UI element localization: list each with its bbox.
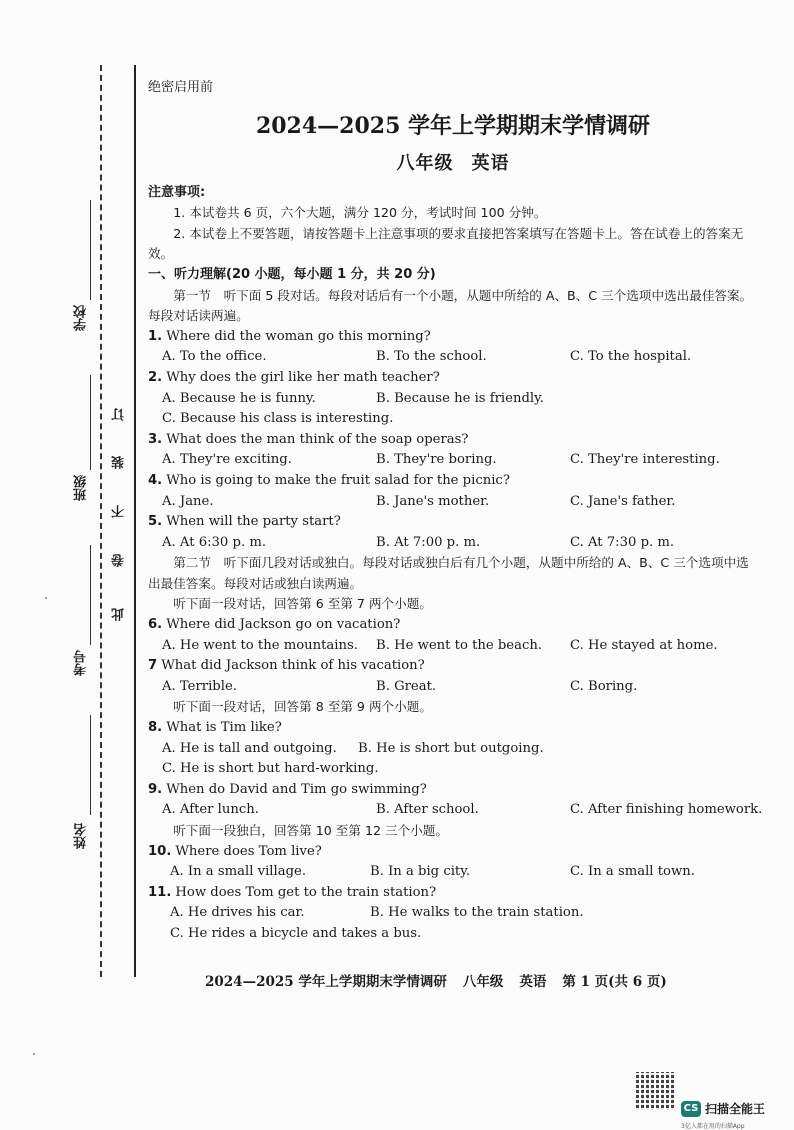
class-blank[interactable] [90, 375, 91, 470]
name-blank[interactable] [90, 715, 91, 815]
options [148, 739, 758, 760]
options [148, 492, 758, 513]
options [148, 347, 758, 368]
option-a: A. He went to the mountains. [162, 637, 358, 653]
question-number: 7 [148, 658, 158, 674]
options [148, 924, 758, 945]
school-field[interactable] [72, 200, 94, 345]
option-b: B. After school. [376, 802, 479, 818]
question-text: Where does Tom live? [175, 843, 322, 859]
question-text: What does the man think of the soap operas? [166, 431, 469, 447]
school-label: 学校 [74, 305, 89, 331]
option-a: A. Terrible. [162, 678, 237, 694]
question-number: 4. [148, 472, 163, 488]
question [148, 718, 758, 739]
question [148, 430, 758, 451]
question-number: 1. [148, 328, 163, 344]
option-b: B. He is short but outgoing. [358, 740, 544, 756]
question [148, 842, 758, 863]
option-a: A. Because he is funny. [162, 390, 316, 406]
question-text: When do David and Tim go swimming? [166, 781, 427, 797]
option-c: C. He rides a bicycle and takes a bus. [170, 925, 422, 941]
question-text: What did Jackson think of his vacation? [161, 658, 425, 674]
option-c: C. They're interesting. [570, 452, 720, 468]
seal-char: 订 [112, 408, 127, 421]
question-number: 8. [148, 720, 163, 736]
option-b: B. In a big city. [370, 864, 471, 880]
option-b: B. Great. [376, 678, 437, 694]
question-number: 6. [148, 617, 163, 633]
name-field[interactable] [72, 715, 94, 860]
binding-line [134, 65, 136, 977]
options [148, 677, 758, 698]
options [148, 409, 758, 430]
qr-code-pattern [636, 1072, 674, 1110]
option-c: C. To the hospital. [570, 349, 692, 365]
question-text: What is Tim like? [166, 720, 282, 736]
cut-line [100, 65, 102, 977]
option-b: B. He walks to the train station. [370, 905, 584, 921]
option-a: A. He is tall and outgoing. [162, 740, 337, 756]
footer-exam: 2024—2025 学年上学期期末学情调研 [205, 974, 447, 990]
subject-label: 英语 [471, 152, 510, 174]
option-a: A. In a small village. [170, 864, 307, 880]
question-text: How does Tom get to the train station? [175, 884, 437, 900]
question [148, 883, 758, 904]
option-c: C. He stayed at home. [570, 637, 718, 653]
question-text: Where did Jackson go on vacation? [166, 617, 401, 633]
question-text: Who is going to make the fruit salad for the picnic? [166, 472, 510, 488]
notice-heading: 注意事项: [148, 184, 206, 200]
class-label: 班级 [74, 475, 89, 501]
option-b: B. They're boring. [376, 452, 497, 468]
options [148, 862, 758, 883]
grade-label: 八年级 [396, 152, 454, 174]
exam-number-field[interactable] [72, 545, 94, 690]
question-text: Why does the girl like her math teacher? [166, 369, 440, 385]
binding-margin [0, 0, 140, 1000]
question-number: 2. [148, 369, 163, 385]
notice-item: 2. 本试卷上不要答题，请按答题卡上注意事项的要求直接把答案填写在答题卡上。答在试卷上的答案无效。 [148, 225, 744, 262]
footer-grade: 八年级 [462, 974, 504, 990]
scanner-name: 扫描全能王 [705, 1102, 766, 1116]
options [148, 533, 758, 554]
option-c: C. At 7:30 p. m. [570, 534, 675, 550]
question-number: 11. [148, 884, 172, 900]
exam-number-label: 考号 [74, 650, 89, 676]
question-text: When will the party start? [166, 514, 341, 530]
question [148, 512, 758, 533]
page-title: 2024—2025 学年上学期期末学情调研 [255, 112, 651, 139]
option-c: C. In a small town. [570, 864, 695, 880]
question [148, 780, 758, 801]
section1-instruction: 第一节 听下面 5 段对话。每段对话后有一个小题，从题中所给的 A、B、C 三个选项中选出最佳答案。每段对话读两遍。 [148, 287, 753, 324]
class-field[interactable] [72, 375, 94, 520]
option-a: A. He drives his car. [170, 905, 305, 921]
school-blank[interactable] [90, 200, 91, 300]
question [148, 327, 758, 348]
option-b: B. He went to the beach. [376, 637, 543, 653]
option-b: B. To the school. [376, 349, 487, 365]
option-b: B. Jane's mother. [376, 493, 490, 509]
notice-item: 1. 本试卷共 6 页，六个大题，满分 120 分，考试时间 100 分钟。 [173, 205, 547, 221]
listening-heading: 一、听力理解(20 小题，每小题 1 分，共 20 分) [148, 266, 436, 282]
option-a: A. After lunch. [162, 802, 259, 818]
option-c: C. Jane's father. [570, 493, 676, 509]
seal-char: 卷 [112, 554, 127, 567]
question [148, 368, 758, 389]
options [148, 759, 758, 780]
footer-page: 第 1 页(共 6 页) [562, 974, 667, 990]
question-number: 9. [148, 781, 163, 797]
question-text: Where did the woman go this morning? [166, 328, 431, 344]
speck [33, 1053, 35, 1055]
option-c: C. He is short but hard-working. [162, 761, 379, 777]
options [148, 636, 758, 657]
question [148, 656, 758, 677]
camscanner-logo: CS [681, 1101, 701, 1117]
option-c: C. After finishing homework. [570, 802, 763, 818]
option-a: A. Jane. [162, 493, 214, 509]
exam-number-blank[interactable] [90, 545, 91, 645]
option-b: B. At 7:00 p. m. [376, 534, 481, 550]
secret-label: 绝密启用前 [148, 80, 214, 95]
question-number: 10. [148, 843, 172, 859]
option-c: C. Because his class is interesting. [162, 411, 394, 427]
name-label: 姓名 [74, 823, 89, 849]
lead-8-9: 听下面一段对话，回答第 8 至第 9 两个小题。 [173, 699, 432, 715]
page-footer [205, 970, 683, 990]
option-b: B. Because he is friendly. [376, 390, 544, 406]
option-a: A. They're exciting. [162, 452, 292, 468]
question [148, 615, 758, 636]
question-number: 3. [148, 431, 163, 447]
option-c: C. Boring. [570, 678, 638, 694]
options [148, 450, 758, 471]
seal-char: 装 [112, 456, 127, 469]
scanner-tagline: 3亿人都在用的扫描App [681, 1123, 745, 1130]
question-number: 5. [148, 514, 163, 530]
exam-page [148, 78, 763, 945]
lead-6-7: 听下面一段对话，回答第 6 至第 7 两个小题。 [173, 596, 432, 612]
option-a: A. To the office. [162, 349, 267, 365]
lead-10-12: 听下面一段独白，回答第 10 至第 12 三个小题。 [173, 823, 448, 838]
options [148, 389, 758, 410]
seal-char: 不 [112, 505, 127, 518]
option-a: A. At 6:30 p. m. [162, 534, 267, 550]
question [148, 471, 758, 492]
section2-instruction: 第二节 听下面几段对话或独白。每段对话或独白后有几个小题，从题中所给的 A、B、C 三个选项中选出最佳答案。每段对话或独白读两遍。 [148, 555, 749, 591]
footer-subject: 英语 [519, 974, 547, 990]
seal-char: 此 [112, 608, 127, 621]
options [148, 903, 758, 924]
speck [45, 597, 47, 599]
subtitle [148, 151, 758, 177]
options [148, 800, 763, 821]
